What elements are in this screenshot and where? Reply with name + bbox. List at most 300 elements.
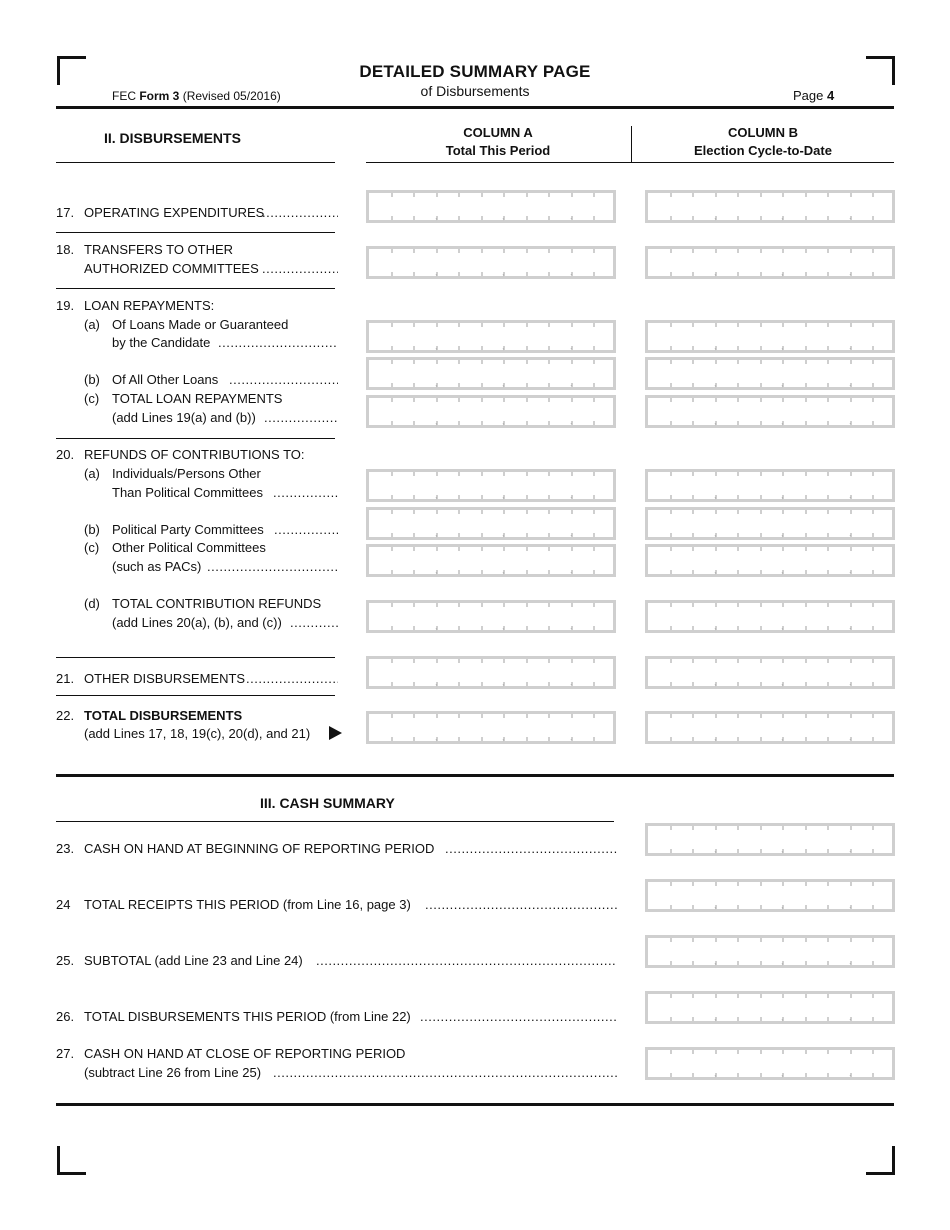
line-19c-label-1: TOTAL LOAN REPAYMENTS — [112, 391, 283, 406]
amount-field-22-col-b[interactable] — [645, 711, 895, 744]
digit-tick — [458, 659, 460, 663]
thousands-separator: , — [714, 267, 717, 277]
digit-tick — [782, 472, 784, 476]
digit-tick — [872, 994, 874, 998]
thousands-separator: , — [435, 677, 438, 687]
digit-tick — [548, 547, 550, 551]
digit-tick — [737, 849, 739, 853]
digit-tick — [782, 659, 784, 663]
thousands-separator: , — [714, 677, 717, 687]
digit-tick — [670, 659, 672, 663]
line-20a-leader — [273, 484, 338, 502]
digit-tick — [715, 323, 717, 327]
digit-tick — [805, 216, 807, 220]
line-25-leader — [316, 952, 617, 970]
digit-tick — [805, 826, 807, 830]
digit-tick — [782, 882, 784, 886]
digit-tick — [526, 383, 528, 387]
digit-tick — [827, 249, 829, 253]
amount-field-20c-col-b[interactable] — [645, 544, 895, 577]
digit-tick — [481, 216, 483, 220]
thousands-separator: , — [781, 378, 784, 388]
digit-tick — [782, 360, 784, 364]
amount-field-24[interactable] — [645, 879, 895, 912]
thousands-separator: , — [714, 621, 717, 631]
digit-tick — [737, 533, 739, 537]
digit-tick — [503, 360, 505, 364]
digit-tick — [413, 603, 415, 607]
page-label: Page — [793, 88, 824, 103]
amount-field-18-col-b[interactable] — [645, 246, 895, 279]
decimal-separator: . — [570, 621, 573, 631]
digit-tick — [782, 994, 784, 998]
thousands-separator: , — [435, 732, 438, 742]
digit-tick — [737, 1073, 739, 1077]
digit-tick — [413, 398, 415, 402]
digit-tick — [670, 1050, 672, 1054]
decimal-separator: . — [570, 528, 573, 538]
thousands-separator: , — [714, 956, 717, 966]
line-27-number: 27. — [56, 1046, 75, 1061]
decimal-separator: . — [570, 267, 573, 277]
thousands-separator: , — [781, 341, 784, 351]
digit-tick — [715, 659, 717, 663]
thousands-separator: , — [781, 528, 784, 538]
thousands-separator: , — [502, 565, 505, 575]
decimal-separator: . — [849, 621, 852, 631]
digit-tick — [760, 1017, 762, 1021]
digit-tick — [805, 323, 807, 327]
digit-tick — [593, 737, 595, 741]
digit-tick — [526, 421, 528, 425]
digit-tick — [593, 533, 595, 537]
digit-tick — [458, 360, 460, 364]
digit-tick — [692, 994, 694, 998]
line-20c-label-2: (such as PACs) — [112, 559, 202, 574]
digit-tick — [458, 626, 460, 630]
digit-tick — [593, 570, 595, 574]
amount-field-18-col-a[interactable] — [366, 246, 616, 279]
digit-tick — [827, 398, 829, 402]
digit-tick — [526, 533, 528, 537]
digit-tick — [827, 1073, 829, 1077]
digit-tick — [872, 495, 874, 499]
digit-tick — [737, 905, 739, 909]
amount-field-20b-col-b[interactable] — [645, 507, 895, 540]
amount-field-19c-col-a[interactable] — [366, 395, 616, 428]
digit-tick — [593, 495, 595, 499]
digit-tick — [737, 1050, 739, 1054]
thousands-separator: , — [435, 528, 438, 538]
digit-tick — [548, 421, 550, 425]
line-27-label-2: (subtract Line 26 from Line 25) — [84, 1065, 262, 1080]
amount-field-27[interactable] — [645, 1047, 895, 1080]
amount-field-19a-col-b[interactable] — [645, 320, 895, 353]
line-20d-leader — [290, 614, 338, 632]
digit-tick — [391, 603, 393, 607]
digit-tick — [436, 323, 438, 327]
digit-tick — [391, 323, 393, 327]
digit-tick — [481, 510, 483, 514]
decimal-separator: . — [849, 900, 852, 910]
thousands-separator: , — [781, 1068, 784, 1078]
digit-tick — [526, 193, 528, 197]
digit-tick — [760, 1073, 762, 1077]
line-19b-label: Of All Other Loans — [112, 372, 219, 387]
digit-tick — [692, 249, 694, 253]
form-revised: (Revised 05/2016) — [182, 89, 281, 103]
digit-tick — [760, 961, 762, 965]
line-19c-label-2: (add Lines 19(a) and (b)) — [112, 410, 256, 425]
digit-tick — [526, 472, 528, 476]
amount-field-23[interactable] — [645, 823, 895, 856]
decimal-separator: . — [570, 341, 573, 351]
decimal-separator: . — [570, 490, 573, 500]
digit-tick — [670, 193, 672, 197]
amount-field-25[interactable] — [645, 935, 895, 968]
digit-tick — [413, 272, 415, 276]
digit-tick — [593, 714, 595, 718]
digit-tick — [571, 603, 573, 607]
line-27-leader — [273, 1064, 617, 1082]
digit-tick — [413, 495, 415, 499]
thousands-separator: , — [781, 416, 784, 426]
digit-tick — [737, 882, 739, 886]
decimal-separator: . — [570, 732, 573, 742]
page-title: DETAILED SUMMARY PAGE — [359, 62, 591, 81]
digit-tick — [391, 398, 393, 402]
digit-tick — [692, 826, 694, 830]
line-17-leader — [262, 204, 338, 222]
page-number-label — [793, 88, 834, 103]
digit-tick — [827, 323, 829, 327]
digit-tick — [458, 714, 460, 718]
digit-tick — [526, 570, 528, 574]
line-20a-label-2: Than Political Committees — [112, 485, 263, 500]
digit-tick — [760, 193, 762, 197]
digit-tick — [805, 1073, 807, 1077]
digit-tick — [827, 472, 829, 476]
decimal-separator: . — [849, 1012, 852, 1022]
digit-tick — [526, 626, 528, 630]
line-19-number: 19. — [56, 298, 75, 313]
digit-tick — [872, 510, 874, 514]
digit-tick — [872, 659, 874, 663]
line-23-leader — [445, 840, 617, 858]
footer-rule — [56, 1103, 894, 1106]
amount-field-19a-col-a[interactable] — [366, 320, 616, 353]
amount-field-20d-col-a[interactable] — [366, 600, 616, 633]
digit-tick — [760, 714, 762, 718]
decimal-separator: . — [849, 956, 852, 966]
digit-tick — [413, 659, 415, 663]
digit-tick — [436, 360, 438, 364]
digit-tick — [850, 882, 852, 886]
thousands-separator: , — [714, 732, 717, 742]
digit-tick — [760, 398, 762, 402]
digit-tick — [872, 272, 874, 276]
amount-field-26[interactable] — [645, 991, 895, 1024]
digit-tick — [850, 826, 852, 830]
digit-tick — [827, 849, 829, 853]
thousands-separator: , — [502, 732, 505, 742]
thousands-separator: , — [502, 267, 505, 277]
digit-tick — [782, 1050, 784, 1054]
amount-field-21-col-b[interactable] — [645, 656, 895, 689]
line-23-label: CASH ON HAND AT BEGINNING OF REPORTING PERIOD — [84, 841, 435, 856]
line-20c-number: (c) — [84, 540, 100, 555]
digit-tick — [458, 737, 460, 741]
amount-field-20a-col-b[interactable] — [645, 469, 895, 502]
digit-tick — [805, 421, 807, 425]
digit-tick — [827, 360, 829, 364]
digit-tick — [692, 360, 694, 364]
digit-tick — [458, 249, 460, 253]
line-20d-label-2: (add Lines 20(a), (b), and (c)) — [112, 615, 282, 630]
digit-tick — [670, 737, 672, 741]
digit-tick — [805, 882, 807, 886]
digit-tick — [805, 961, 807, 965]
digit-tick — [391, 737, 393, 741]
digit-tick — [458, 495, 460, 499]
digit-tick — [715, 398, 717, 402]
digit-tick — [503, 323, 505, 327]
digit-tick — [692, 533, 694, 537]
amount-field-19b-col-a[interactable] — [366, 357, 616, 390]
digit-tick — [872, 472, 874, 476]
digit-tick — [571, 714, 573, 718]
thousands-separator: , — [781, 621, 784, 631]
digit-tick — [692, 626, 694, 630]
digit-tick — [737, 421, 739, 425]
digit-tick — [827, 603, 829, 607]
digit-tick — [692, 510, 694, 514]
digit-tick — [548, 603, 550, 607]
decimal-separator: . — [570, 378, 573, 388]
amount-field-20d-col-b[interactable] — [645, 600, 895, 633]
digit-tick — [737, 570, 739, 574]
digit-tick — [670, 398, 672, 402]
digit-tick — [737, 938, 739, 942]
digit-tick — [413, 383, 415, 387]
digit-tick — [872, 193, 874, 197]
digit-tick — [737, 826, 739, 830]
digit-tick — [692, 603, 694, 607]
amount-field-20a-col-a[interactable] — [366, 469, 616, 502]
decimal-separator: . — [849, 528, 852, 538]
digit-tick — [481, 360, 483, 364]
digit-tick — [481, 193, 483, 197]
digit-tick — [805, 994, 807, 998]
digit-tick — [670, 472, 672, 476]
digit-tick — [827, 961, 829, 965]
amount-field-22-col-a[interactable] — [366, 711, 616, 744]
digit-tick — [391, 272, 393, 276]
amount-field-19c-col-b[interactable] — [645, 395, 895, 428]
digit-tick — [670, 1073, 672, 1077]
amount-field-17-col-b[interactable] — [645, 190, 895, 223]
line-20b-label: Political Party Committees — [112, 522, 264, 537]
line-20b-leader — [274, 521, 338, 539]
digit-tick — [458, 547, 460, 551]
digit-tick — [760, 994, 762, 998]
amount-field-21-col-a[interactable] — [366, 656, 616, 689]
line-19b-number: (b) — [84, 372, 100, 387]
digit-tick — [760, 272, 762, 276]
column-b-header — [632, 124, 894, 160]
thousands-separator: , — [781, 732, 784, 742]
digit-tick — [670, 714, 672, 718]
digit-tick — [872, 249, 874, 253]
digit-tick — [872, 346, 874, 350]
thousands-separator: , — [435, 341, 438, 351]
column-a-header — [366, 124, 630, 160]
digit-tick — [827, 421, 829, 425]
thousands-separator: , — [714, 565, 717, 575]
digit-tick — [872, 682, 874, 686]
thousands-separator: , — [781, 267, 784, 277]
line-18-label-1: TRANSFERS TO OTHER — [84, 242, 234, 257]
decimal-separator: . — [849, 732, 852, 742]
decimal-separator: . — [849, 378, 852, 388]
line-26-label: TOTAL DISBURSEMENTS THIS PERIOD (from Line 22) — [84, 1009, 411, 1024]
line-19a-number: (a) — [84, 317, 100, 332]
decimal-separator: . — [849, 211, 852, 221]
digit-tick — [593, 272, 595, 276]
digit-tick — [571, 323, 573, 327]
digit-tick — [692, 323, 694, 327]
digit-tick — [827, 383, 829, 387]
amount-field-20b-col-a[interactable] — [366, 507, 616, 540]
digit-tick — [827, 547, 829, 551]
digit-tick — [692, 1050, 694, 1054]
digit-tick — [593, 659, 595, 663]
digit-tick — [715, 603, 717, 607]
digit-tick — [715, 994, 717, 998]
digit-tick — [413, 249, 415, 253]
digit-tick — [715, 714, 717, 718]
decimal-separator: . — [849, 565, 852, 575]
section-divider-rule — [56, 774, 894, 777]
line-21-label: OTHER DISBURSEMENTS — [84, 671, 246, 686]
thousands-separator: , — [502, 490, 505, 500]
digit-tick — [872, 603, 874, 607]
digit-tick — [593, 603, 595, 607]
digit-tick — [872, 626, 874, 630]
line-25-number: 25. — [56, 953, 75, 968]
digit-tick — [737, 714, 739, 718]
digit-tick — [872, 570, 874, 574]
digit-tick — [805, 547, 807, 551]
digit-tick — [692, 905, 694, 909]
decimal-separator: . — [849, 267, 852, 277]
digit-tick — [593, 421, 595, 425]
digit-tick — [737, 360, 739, 364]
digit-tick — [872, 1073, 874, 1077]
digit-tick — [872, 323, 874, 327]
amount-field-20c-col-a[interactable] — [366, 544, 616, 577]
line-26-number: 26. — [56, 1009, 75, 1024]
digit-tick — [481, 472, 483, 476]
digit-tick — [760, 626, 762, 630]
digit-tick — [391, 659, 393, 663]
digit-tick — [760, 1050, 762, 1054]
digit-tick — [548, 495, 550, 499]
digit-tick — [760, 882, 762, 886]
digit-tick — [481, 383, 483, 387]
digit-tick — [715, 510, 717, 514]
digit-tick — [737, 994, 739, 998]
digit-tick — [692, 961, 694, 965]
line-19a-label-1: Of Loans Made or Guaranteed — [112, 317, 289, 332]
digit-tick — [481, 495, 483, 499]
digit-tick — [458, 603, 460, 607]
digit-tick — [805, 1017, 807, 1021]
digit-tick — [391, 383, 393, 387]
digit-tick — [593, 360, 595, 364]
amount-field-19b-col-b[interactable] — [645, 357, 895, 390]
digit-tick — [413, 570, 415, 574]
corner-mark-bottom-right — [866, 1146, 895, 1175]
line-21-leader — [246, 670, 338, 688]
thousands-separator: , — [781, 844, 784, 854]
digit-tick — [548, 193, 550, 197]
digit-tick — [548, 626, 550, 630]
digit-tick — [391, 346, 393, 350]
digit-tick — [526, 737, 528, 741]
line-20-number: 20. — [56, 447, 75, 462]
thousands-separator: , — [502, 378, 505, 388]
thousands-separator: , — [714, 341, 717, 351]
digit-tick — [872, 938, 874, 942]
digit-tick — [481, 421, 483, 425]
digit-tick — [692, 737, 694, 741]
section-disbursements-title: II. DISBURSEMENTS — [104, 130, 241, 146]
digit-tick — [760, 905, 762, 909]
column-header-rule — [366, 162, 894, 163]
digit-tick — [481, 659, 483, 663]
digit-tick — [481, 570, 483, 574]
digit-tick — [571, 472, 573, 476]
digit-tick — [760, 510, 762, 514]
digit-tick — [850, 547, 852, 551]
digit-tick — [571, 659, 573, 663]
digit-tick — [850, 1050, 852, 1054]
digit-tick — [526, 323, 528, 327]
digit-tick — [782, 510, 784, 514]
amount-field-17-col-a[interactable] — [366, 190, 616, 223]
digit-tick — [670, 849, 672, 853]
digit-tick — [503, 714, 505, 718]
digit-tick — [827, 495, 829, 499]
form-identifier — [112, 89, 281, 103]
digit-tick — [760, 216, 762, 220]
digit-tick — [827, 659, 829, 663]
digit-tick — [391, 533, 393, 537]
section-cash-title: III. CASH SUMMARY — [260, 795, 395, 811]
digit-tick — [526, 603, 528, 607]
digit-tick — [850, 193, 852, 197]
line-18-number: 18. — [56, 242, 75, 257]
digit-tick — [827, 346, 829, 350]
digit-tick — [692, 495, 694, 499]
decimal-separator: . — [849, 490, 852, 500]
digit-tick — [827, 682, 829, 686]
digit-tick — [548, 216, 550, 220]
digit-tick — [503, 510, 505, 514]
digit-tick — [593, 323, 595, 327]
digit-tick — [413, 547, 415, 551]
